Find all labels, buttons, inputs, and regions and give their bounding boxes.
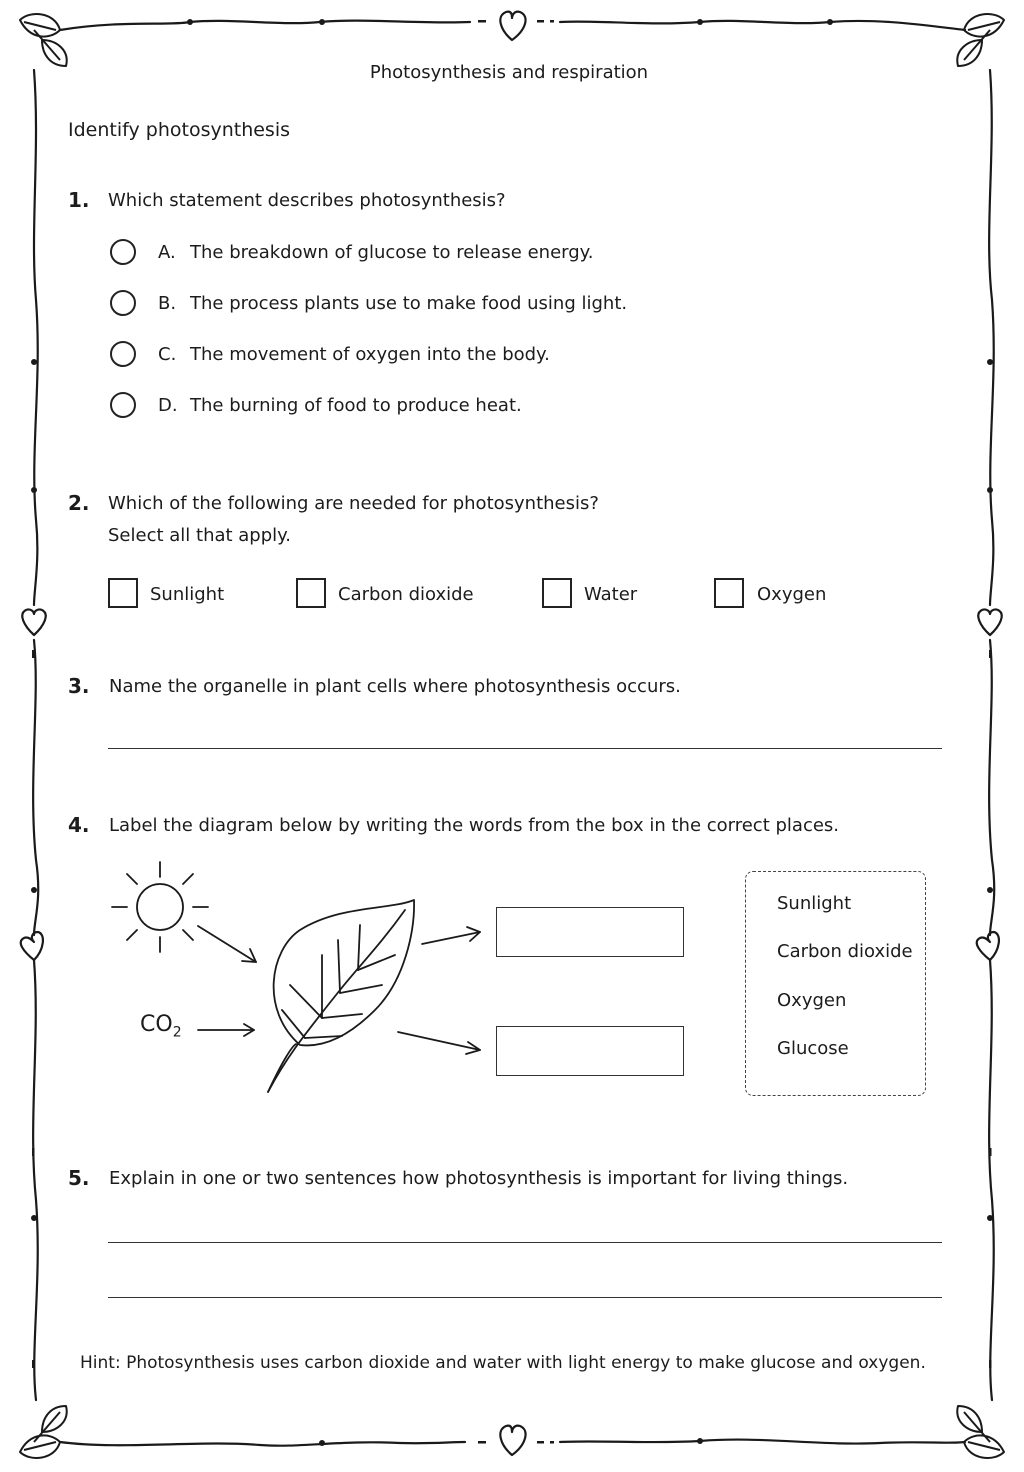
checkbox-carbon-dioxide[interactable] <box>296 578 326 608</box>
word-bank-item: Sunlight <box>777 893 852 914</box>
option-b-letter: B. <box>158 293 177 314</box>
hint-text: Hint: Photosynthesis uses carbon dioxide and water with light energy to make glucose and oxygen. <box>80 1353 926 1373</box>
question-5-answer-line-2[interactable] <box>108 1297 942 1298</box>
option-c-radio[interactable] <box>110 341 136 367</box>
question-5-number: 5. <box>68 1166 90 1190</box>
option-a-letter: A. <box>158 242 176 263</box>
option-d-letter: D. <box>158 395 178 416</box>
question-1-text: Which statement describes photosynthesis? <box>108 190 506 211</box>
question-3-number: 3. <box>68 674 90 698</box>
question-4-number: 4. <box>68 813 90 837</box>
leaf-corner-icon <box>20 1406 67 1458</box>
checkbox-label-water: Water <box>584 584 638 605</box>
question-2-instruction: Select all that apply. <box>108 525 291 546</box>
question-2-number: 2. <box>68 491 90 515</box>
question-3-answer-line[interactable] <box>108 748 942 749</box>
diagram-label-box-bottom[interactable] <box>496 1026 684 1076</box>
option-d-text: The burning of food to produce heat. <box>190 395 522 416</box>
option-b-radio[interactable] <box>110 290 136 316</box>
question-3-text: Name the organelle in plant cells where photosynthesis occurs. <box>109 676 681 697</box>
checkbox-water[interactable] <box>542 578 572 608</box>
option-c-letter: C. <box>158 344 177 365</box>
question-2-text: Which of the following are needed for photosynthesis? <box>108 493 599 514</box>
page-title: Photosynthesis and respiration <box>369 62 649 83</box>
word-bank-item: Oxygen <box>777 990 847 1011</box>
option-d-radio[interactable] <box>110 392 136 418</box>
checkbox-label-sunlight: Sunlight <box>150 584 225 605</box>
word-bank-item: Carbon dioxide <box>777 941 913 962</box>
section-heading: Identify photosynthesis <box>68 119 291 141</box>
question-4-text: Label the diagram below by writing the words from the box in the correct places. <box>109 815 840 836</box>
diagram-label-box-top[interactable] <box>496 907 684 957</box>
checkbox-sunlight[interactable] <box>108 578 138 608</box>
leaf-corner-icon <box>957 1406 1004 1458</box>
checkbox-label-carbon-dioxide: Carbon dioxide <box>338 584 474 605</box>
checkbox-oxygen[interactable] <box>714 578 744 608</box>
leaf-corner-icon <box>20 14 67 66</box>
option-b-text: The process plants use to make food using light. <box>190 293 628 314</box>
checkbox-label-oxygen: Oxygen <box>757 584 827 605</box>
question-5-answer-line-1[interactable] <box>108 1242 942 1243</box>
option-a-radio[interactable] <box>110 239 136 265</box>
co2-label: $CO_2$ <box>140 1012 182 1041</box>
word-bank-item: Glucose <box>777 1038 849 1059</box>
leaf-corner-icon <box>957 14 1004 66</box>
question-5-text: Explain in one or two sentences how photosynthesis is important for living things. <box>109 1168 849 1189</box>
option-c-text: The movement of oxygen into the body. <box>190 344 550 365</box>
question-1-number: 1. <box>68 188 90 212</box>
option-a-text: The breakdown of glucose to release energy. <box>190 242 594 263</box>
